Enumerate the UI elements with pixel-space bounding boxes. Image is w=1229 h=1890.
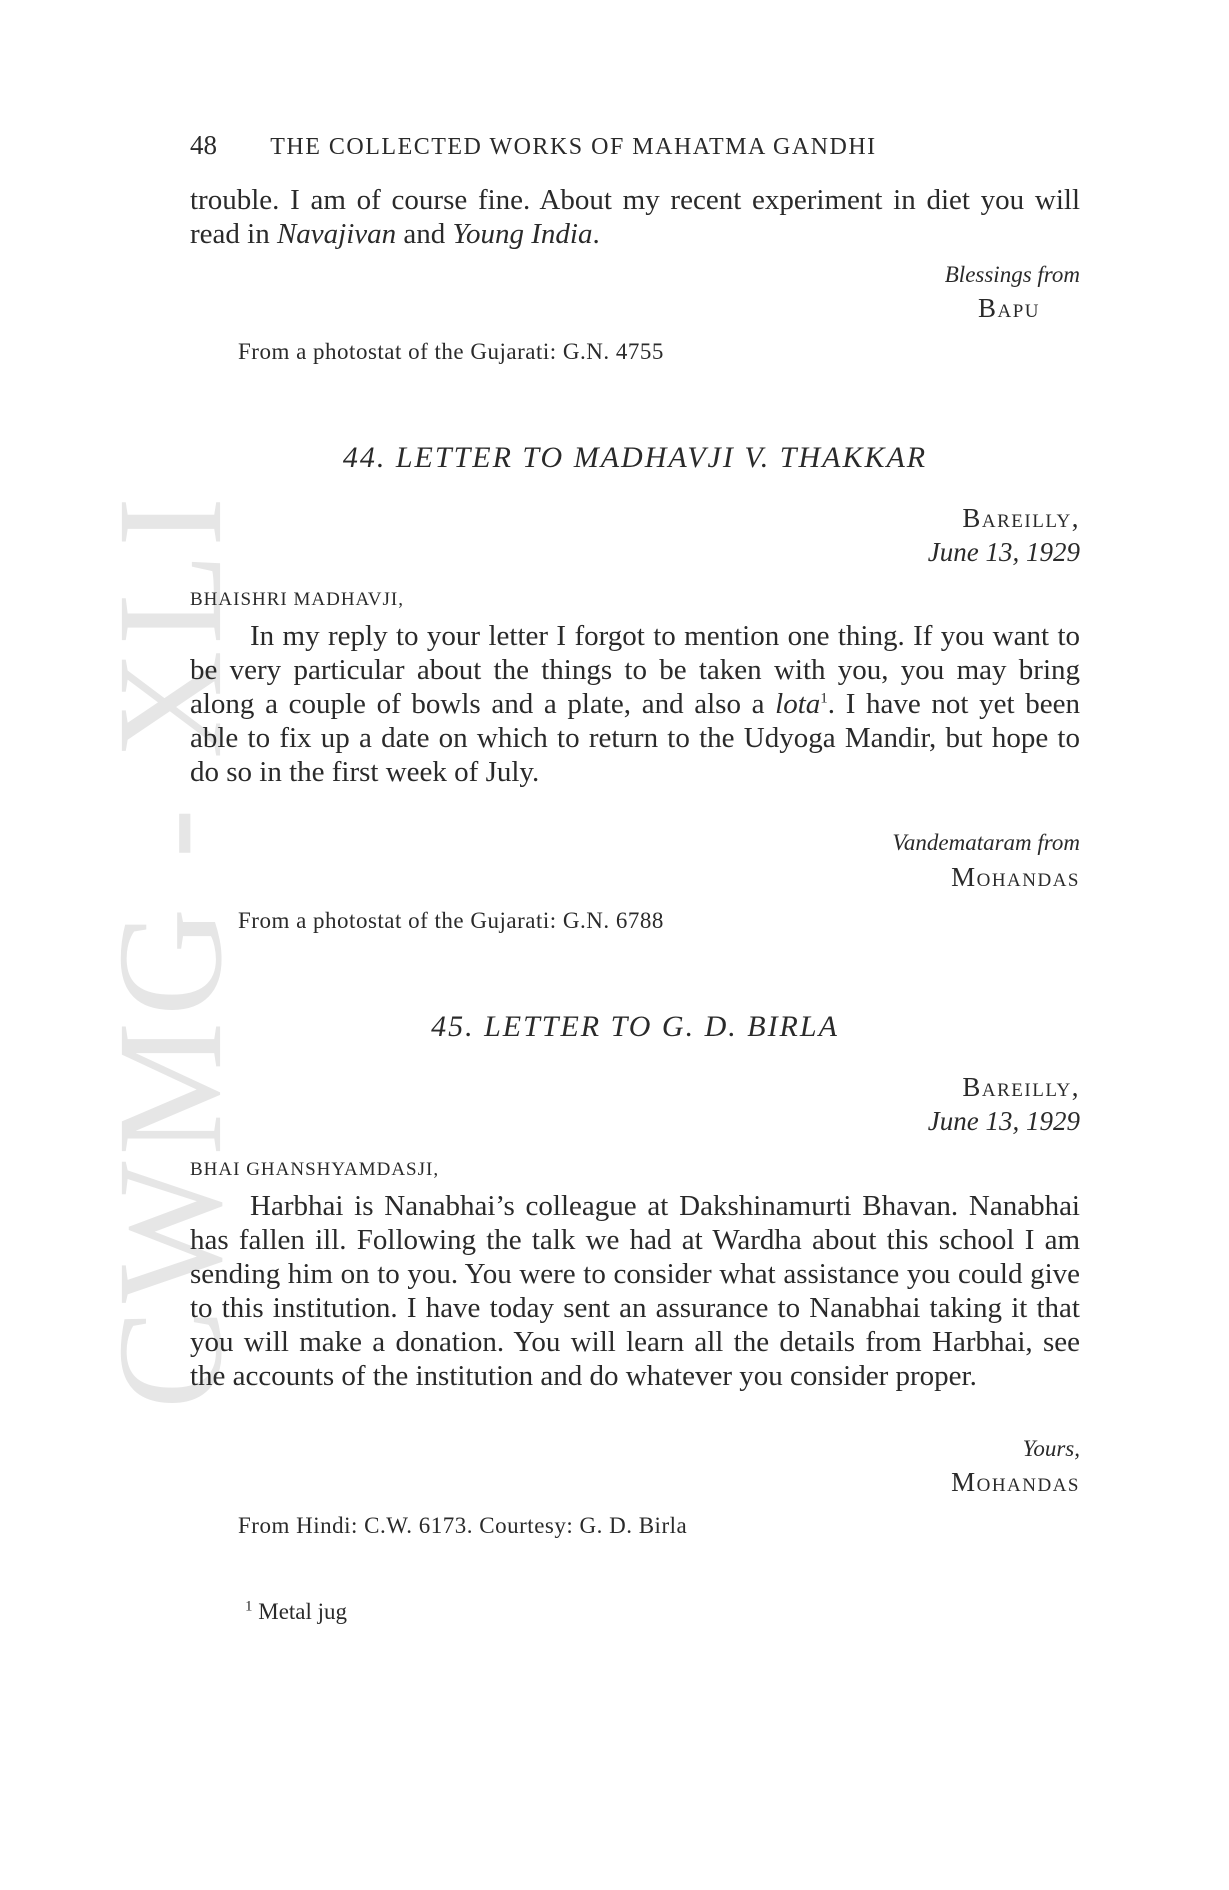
top-letter-italic-navajivan: Navajivan [276, 218, 397, 250]
letter-45-body: Harbhai is Nanabhai’s colleague at Dakshinamurti Bhavan. Nanabhai has fallen ill. Following the talk we had at Wardha about this school I am sending him on to you. You were to consider what assistance you could give to this institution. I have today sent an assurance to Nanabhai taking it that you will make a donation. You will learn all the details from Harbhai, see the accounts of the institution and do whatever you consider proper. [190, 1190, 1080, 1392]
letter-44-body-text-2: . I have not yet been able to fix up a date on which to return to the Udyoga Mandir, but hope to do so in the first week of July. [190, 688, 1080, 788]
letter-44-place: Bareilly, [962, 503, 1080, 533]
letter-44-salutation: BHAISHRI MADHAVJI, [190, 589, 405, 610]
letter-44-body-italic: lota [775, 688, 821, 720]
top-letter-italic-young-india: Young India [452, 218, 593, 250]
letter-44-source: From a photostat of the Gujarati: G.N. 6788 [238, 908, 664, 933]
footnote [245, 1599, 347, 1625]
letter-44-body [190, 619, 1080, 789]
top-letter-source: From a photostat of the Gujarati: G.N. 4755 [238, 339, 664, 364]
watermark-text: CWMG - XLI [87, 490, 253, 1410]
footnote-text: Metal jug [258, 1599, 348, 1624]
letter-45-signature: Mohandas [951, 1467, 1080, 1497]
page-number: 48 [190, 130, 217, 160]
top-letter-closing: Blessings from [944, 262, 1080, 287]
running-title: THE COLLECTED WORKS OF MAHATMA GANDHI [270, 134, 877, 160]
letter-44-body-text: In my reply to your letter I forgot to mention one thing. If you want to be very particular about the things to be taken with you, you may bring along a couple of bowls and a plate, and also a [190, 620, 1080, 720]
letter-45-salutation: BHAI GHANSHYAMDASJI, [190, 1159, 440, 1180]
letter-45-title: 45. LETTER TO G. D. BIRLA [431, 1010, 839, 1043]
letter-45-place: Bareilly, [962, 1072, 1080, 1102]
footnote-reference: 1 [820, 690, 828, 707]
letter-44-closing: Vandemataram from [892, 830, 1080, 855]
top-letter-text: trouble. I am of course fine. About my recent experiment in diet you will read in [190, 184, 1080, 250]
letter-45-closing: Yours, [1022, 1436, 1080, 1461]
letter-44-signature: Mohandas [951, 862, 1080, 892]
top-letter-text-end: . [592, 218, 600, 250]
page-header [190, 130, 1080, 161]
letter-45-date: June 13, 1929 [927, 1106, 1080, 1136]
top-letter-text-between: and [396, 218, 453, 250]
letter-44-date: June 13, 1929 [927, 537, 1080, 567]
top-letter-body [190, 183, 1080, 251]
letter-45-source: From Hindi: C.W. 6173. Courtesy: G. D. Birla [238, 1513, 688, 1538]
top-letter-signature: Bapu [977, 293, 1040, 323]
letter-44-title: 44. LETTER TO MADHAVJI V. THAKKAR [342, 441, 928, 474]
footnote-mark: 1 [245, 1598, 253, 1615]
